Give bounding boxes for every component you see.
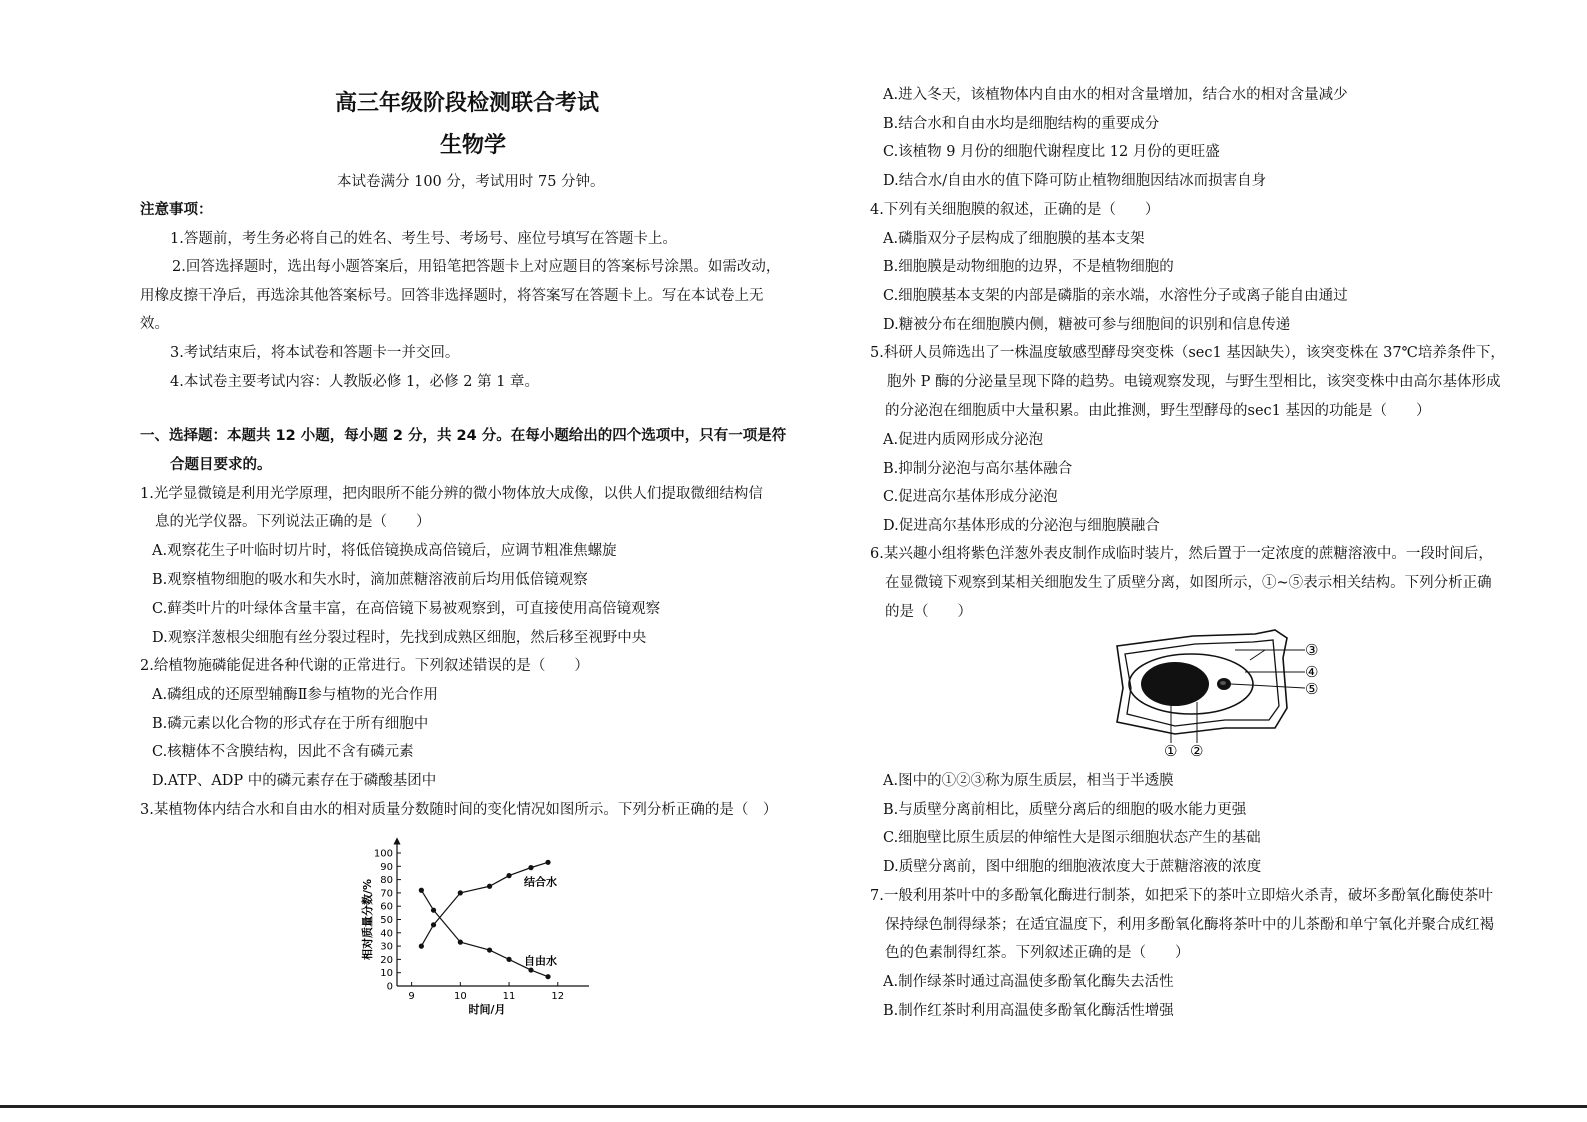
q3-option-d: D.结合水/自由水的值下降可防止植物细胞因结冰而损害自身 (883, 173, 1267, 189)
data-point (545, 974, 550, 979)
q6-cell-diagram (1105, 628, 1335, 763)
q2-option-a: A.磷组成的还原型辅酶Ⅱ参与植物的光合作用 (152, 687, 438, 703)
q1-option-b: B.观察植物细胞的吸水和失水时，滴加蔗糖溶液前后均用低倍镜观察 (152, 572, 588, 588)
x-tick-label: 11 (502, 991, 516, 1002)
page-bottom-rule (0, 1105, 1587, 1108)
data-point (545, 860, 550, 865)
notice-line: 1.答题前，考生务必将自己的姓名、考生号、考场号、座位号填写在答题卡上。 (170, 231, 677, 247)
data-point (487, 884, 492, 889)
y-tick-label: 70 (380, 888, 393, 900)
q7-stem-cont: 保持绿色制得绿茶；在适宜温度下，利用多酚氧化酶将茶叶中的儿茶酚和单宁氧化并聚合成红褐 (885, 917, 1494, 933)
y-tick-label: 50 (380, 915, 393, 926)
data-point (528, 967, 533, 972)
exam-title: 高三年级阶段检测联合考试 (335, 91, 600, 116)
q7-option-b: B.制作红茶时利用高温使多酚氧化酶活性增强 (883, 1003, 1174, 1019)
vacuole (1141, 662, 1209, 706)
label-1: ① (1164, 742, 1178, 760)
q6-option-c: C.细胞壁比原生质层的伸缩性大是图示细胞状态产生的基础 (883, 830, 1261, 846)
q5-stem: 5.科研人员筛选出了一株温度敏感型酵母突变株（sec1 基因缺失），该突变株在 37℃培养条件下， (870, 345, 1505, 361)
q3-line-chart (355, 820, 605, 1020)
data-point (419, 944, 424, 949)
q2-option-d: D.ATP、ADP 中的磷元素存在于磷酸基团中 (152, 773, 437, 789)
x-tick-label: 10 (453, 991, 467, 1002)
q5-option-a: A.促进内质网形成分泌泡 (883, 432, 1044, 448)
notice-heading: 注意事项： (140, 202, 213, 218)
label-4: ④ (1305, 663, 1319, 681)
data-point (431, 922, 436, 927)
q1-stem-cont: 息的光学仪器。下列说法正确的是（ ） (155, 514, 431, 530)
x-tick-label: 12 (551, 991, 565, 1002)
y-tick-label: 40 (380, 928, 393, 940)
q6-option-a: A.图中的①②③称为原生质层，相当于半透膜 (883, 773, 1174, 789)
y-tick-label: 10 (380, 968, 393, 980)
q1-stem: 1.光学显微镜是利用光学原理，把肉眼所不能分辨的微小物体放大成像，以供人们提取微细结构信 (140, 486, 763, 502)
q5-option-d: D.促进高尔基体形成的分泌泡与细胞膜融合 (883, 518, 1160, 534)
q6-option-b: B.与质壁分离前相比，质壁分离后的细胞的吸水能力更强 (883, 802, 1247, 818)
data-point (506, 873, 511, 878)
q3-option-c: C.该植物 9 月份的细胞代谢程度比 12 月份的更旺盛 (883, 144, 1220, 160)
y-tick-label: 60 (380, 901, 393, 913)
section-heading-cont: 合题目要求的。 (170, 457, 272, 473)
q3-option-a: A.进入冬天，该植物体内自由水的相对含量增加，结合水的相对含量减少 (883, 87, 1348, 103)
subject-title: 生物学 (440, 133, 507, 158)
q1-option-c: C.藓类叶片的叶绿体含量丰富，在高倍镜下易被观察到，可直接使用高倍镜观察 (152, 601, 661, 617)
q6-option-d: D.质壁分离前，图中细胞的细胞液浓度大于蔗糖溶液的浓度 (883, 859, 1262, 875)
notice-line: 4.本试卷主要考试内容：人教版必修 1，必修 2 第 1 章。 (170, 374, 540, 390)
q3-option-b: B.结合水和自由水均是细胞结构的重要成分 (883, 116, 1160, 132)
data-point (487, 947, 492, 952)
y-tick-label: 0 (386, 981, 393, 993)
notice-line: 2.回答选择题时，选出每小题答案后，用铅笔把答题卡上对应题目的答案标号涂黑。如需改动， (172, 259, 781, 275)
y-axis-label: 相对质量分数/% (361, 878, 374, 961)
label-5: ⑤ (1305, 680, 1319, 698)
series-label: 自由水 (524, 954, 558, 968)
notice-line: 3.考试结束后，将本试卷和答题卡一并交回。 (170, 345, 460, 361)
exam-info: 本试卷满分 100 分，考试用时 75 分钟。 (337, 174, 605, 190)
x-tick-label: 9 (408, 991, 415, 1002)
data-point (458, 890, 463, 895)
q3-stem: 3.某植物体内结合水和自由水的相对质量分数随时间的变化情况如图所示。下列分析正确的是（ ） (140, 802, 778, 818)
q2-stem: 2.给植物施磷能促进各种代谢的正常进行。下列叙述错误的是（ ） (140, 658, 589, 674)
q7-stem-cont: 色的色素制得红茶。下列叙述正确的是（ ） (885, 945, 1190, 961)
x-axis-label: 时间/月 (468, 1003, 506, 1016)
q6-stem-cont: 的是（ ） (885, 604, 972, 620)
q7-option-a: A.制作绿茶时通过高温使多酚氧化酶失去活性 (883, 974, 1174, 990)
q7-stem: 7.一般利用茶叶中的多酚氧化酶进行制茶，如把采下的茶叶立即焙火杀青，破坏多酚氧化酶使茶叶 (870, 888, 1493, 904)
q1-option-d: D.观察洋葱根尖细胞有丝分裂过程时，先找到成熟区细胞，然后移至视野中央 (152, 630, 647, 646)
notice-line: 用橡皮擦干净后，再选涂其他答案标号。回答非选择题时，将答案写在答题卡上。写在本试卷上无 (140, 288, 764, 304)
y-tick-label: 80 (380, 875, 393, 887)
data-point (528, 865, 533, 870)
data-point (506, 957, 511, 962)
q2-option-b: B.磷元素以化合物的形式存在于所有细胞中 (152, 716, 429, 732)
q4-option-b: B.细胞膜是动物细胞的边界，不是植物细胞的 (883, 259, 1174, 275)
data-point (431, 908, 436, 913)
y-tick-label: 30 (380, 941, 393, 953)
data-point (458, 940, 463, 945)
q2-option-c: C.核糖体不含膜结构，因此不含有磷元素 (152, 744, 414, 760)
series-label: 结合水 (524, 875, 558, 889)
q5-option-b: B.抑制分泌泡与高尔基体融合 (883, 461, 1073, 477)
q4-stem: 4.下列有关细胞膜的叙述，正确的是（ ） (870, 202, 1160, 218)
label-2: ② (1190, 742, 1204, 760)
q5-stem-cont: 胞外 P 酶的分泌量呈现下降的趋势。电镜观察发现，与野生型相比，该突变株中由高尔基体形成 (887, 374, 1501, 390)
q4-option-d: D.糖被分布在细胞膜内侧，糖被可参与细胞间的识别和信息传递 (883, 317, 1291, 333)
q4-option-a: A.磷脂双分子层构成了细胞膜的基本支架 (883, 231, 1145, 247)
notice-line: 效。 (140, 316, 169, 332)
label-3: ③ (1305, 641, 1319, 659)
q4-option-c: C.细胞膜基本支架的内部是磷脂的亲水端，水溶性分子或离子能自由通过 (883, 288, 1348, 304)
y-tick-label: 90 (380, 861, 393, 873)
q1-option-a: A.观察花生子叶临时切片时，将低倍镜换成高倍镜后，应调节粗准焦螺旋 (152, 543, 617, 559)
q5-option-c: C.促进高尔基体形成分泌泡 (883, 489, 1058, 505)
section-heading: 一、选择题：本题共 12 小题，每小题 2 分，共 24 分。在每小题给出的四个选项中，只有一项是符 (140, 428, 787, 444)
q6-stem-cont: 在显微镜下观察到某相关细胞发生了质壁分离，如图所示，①~⑤表示相关结构。下列分析正确 (885, 575, 1492, 591)
q5-stem-cont: 的分泌泡在细胞质中大量积累。由此推测，野生型酵母的sec1 基因的功能是（ ） (885, 403, 1431, 419)
y-tick-label: 100 (373, 848, 393, 860)
q6-stem: 6.某兴趣小组将紫色洋葱外表皮制作成临时装片，然后置于一定浓度的蔗糖溶液中。一段时间后， (870, 546, 1493, 562)
data-point (419, 888, 424, 893)
y-tick-label: 20 (380, 954, 393, 966)
